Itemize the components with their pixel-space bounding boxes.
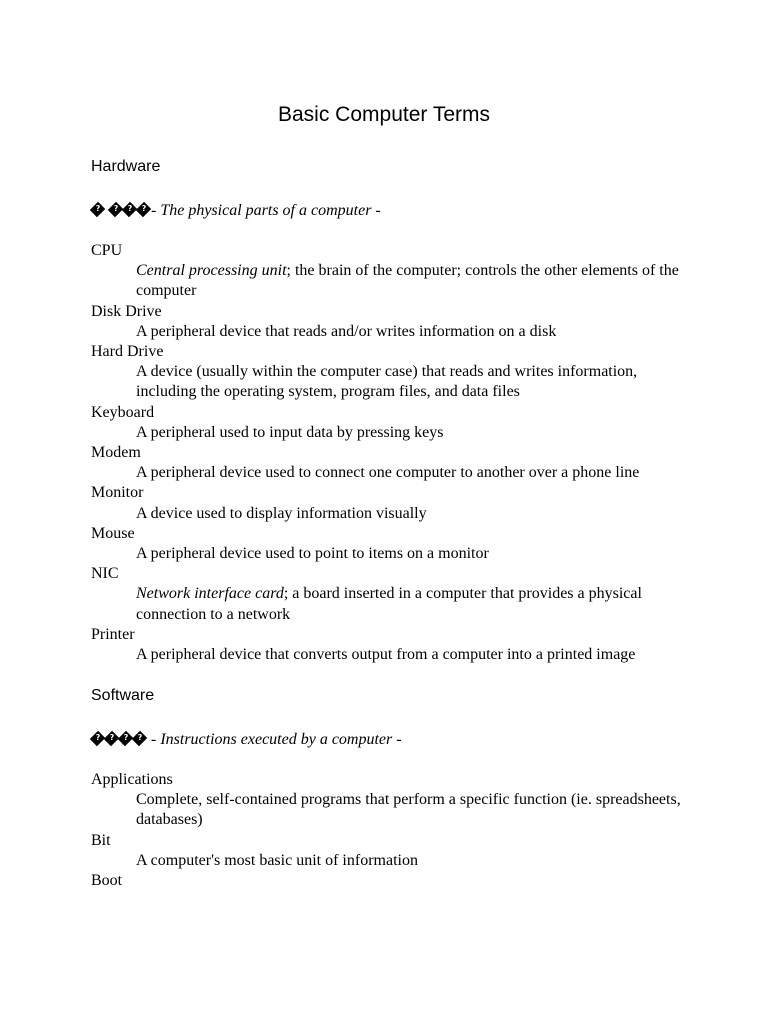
glossary-definition — [136, 645, 681, 665]
glossary-term: Modem — [91, 444, 141, 462]
software-glossary — [91, 770, 681, 891]
definition-text: ; the brain of the computer; controls the other elements of the computer — [136, 262, 679, 300]
hardware-intro — [91, 201, 381, 221]
glossary-term: Hard Drive — [91, 343, 164, 361]
definition-text: ; a board inserted in a computer that provides a physical connection to a network — [136, 585, 642, 623]
glossary-definition — [136, 584, 681, 624]
glossary-term: Printer — [91, 625, 135, 643]
glossary-definition — [136, 261, 681, 301]
definition-text: A peripheral device used to point to items on a monitor — [136, 545, 489, 563]
glossary-definition — [136, 544, 681, 564]
glossary-definition — [136, 504, 681, 524]
glossary-definition — [136, 851, 681, 871]
glossary-term: Bit — [91, 831, 111, 849]
replacement-characters-icon — [91, 201, 151, 221]
glossary-term: Monitor — [91, 484, 144, 502]
hardware-glossary — [91, 241, 681, 665]
document-title: Basic Computer Terms — [277, 103, 490, 126]
hardware-intro-text: - The physical parts of a computer - — [151, 202, 381, 219]
glossary-definition — [136, 423, 681, 443]
definition-text: Complete, self-contained programs that perform a specific function (ie. spreadsheets, databases) — [136, 791, 681, 829]
glossary-definition — [136, 362, 681, 402]
software-intro — [91, 730, 402, 750]
glossary-term: Boot — [91, 872, 123, 890]
definition-text: A device used to display information visually — [136, 504, 427, 522]
definition-text: A computer's most basic unit of information — [136, 851, 418, 869]
definition-expansion: Central processing unit — [136, 262, 287, 280]
definition-text: A peripheral used to input data by pressing keys — [136, 423, 444, 441]
glossary-term: Mouse — [91, 524, 135, 542]
glossary-term: CPU — [91, 242, 123, 259]
glossary-definition — [136, 790, 681, 830]
replacement-characters-icon — [91, 730, 147, 750]
glossary-term: Keyboard — [91, 403, 155, 421]
glossary-term: NIC — [91, 565, 119, 583]
hardware-heading: Hardware — [91, 158, 161, 175]
glossary-term: Disk Drive — [91, 302, 162, 320]
definition-text: A device (usually within the computer case) that reads and writes information, including the operating system, program files, and data files — [136, 363, 638, 401]
software-heading: Software — [91, 687, 155, 704]
definition-text: A peripheral device that converts output from a computer into a printed image — [136, 646, 636, 664]
definition-expansion: Network interface card — [136, 585, 284, 603]
definition-text: A peripheral device that reads and/or writes information on a disk — [136, 322, 557, 340]
glossary-definition — [136, 463, 681, 483]
glossary-definition — [136, 322, 681, 342]
software-intro-text: - Instructions executed by a computer - — [147, 731, 402, 748]
glossary-term: Applications — [91, 771, 173, 788]
definition-text: A peripheral device used to connect one computer to another over a phone line — [136, 464, 640, 482]
